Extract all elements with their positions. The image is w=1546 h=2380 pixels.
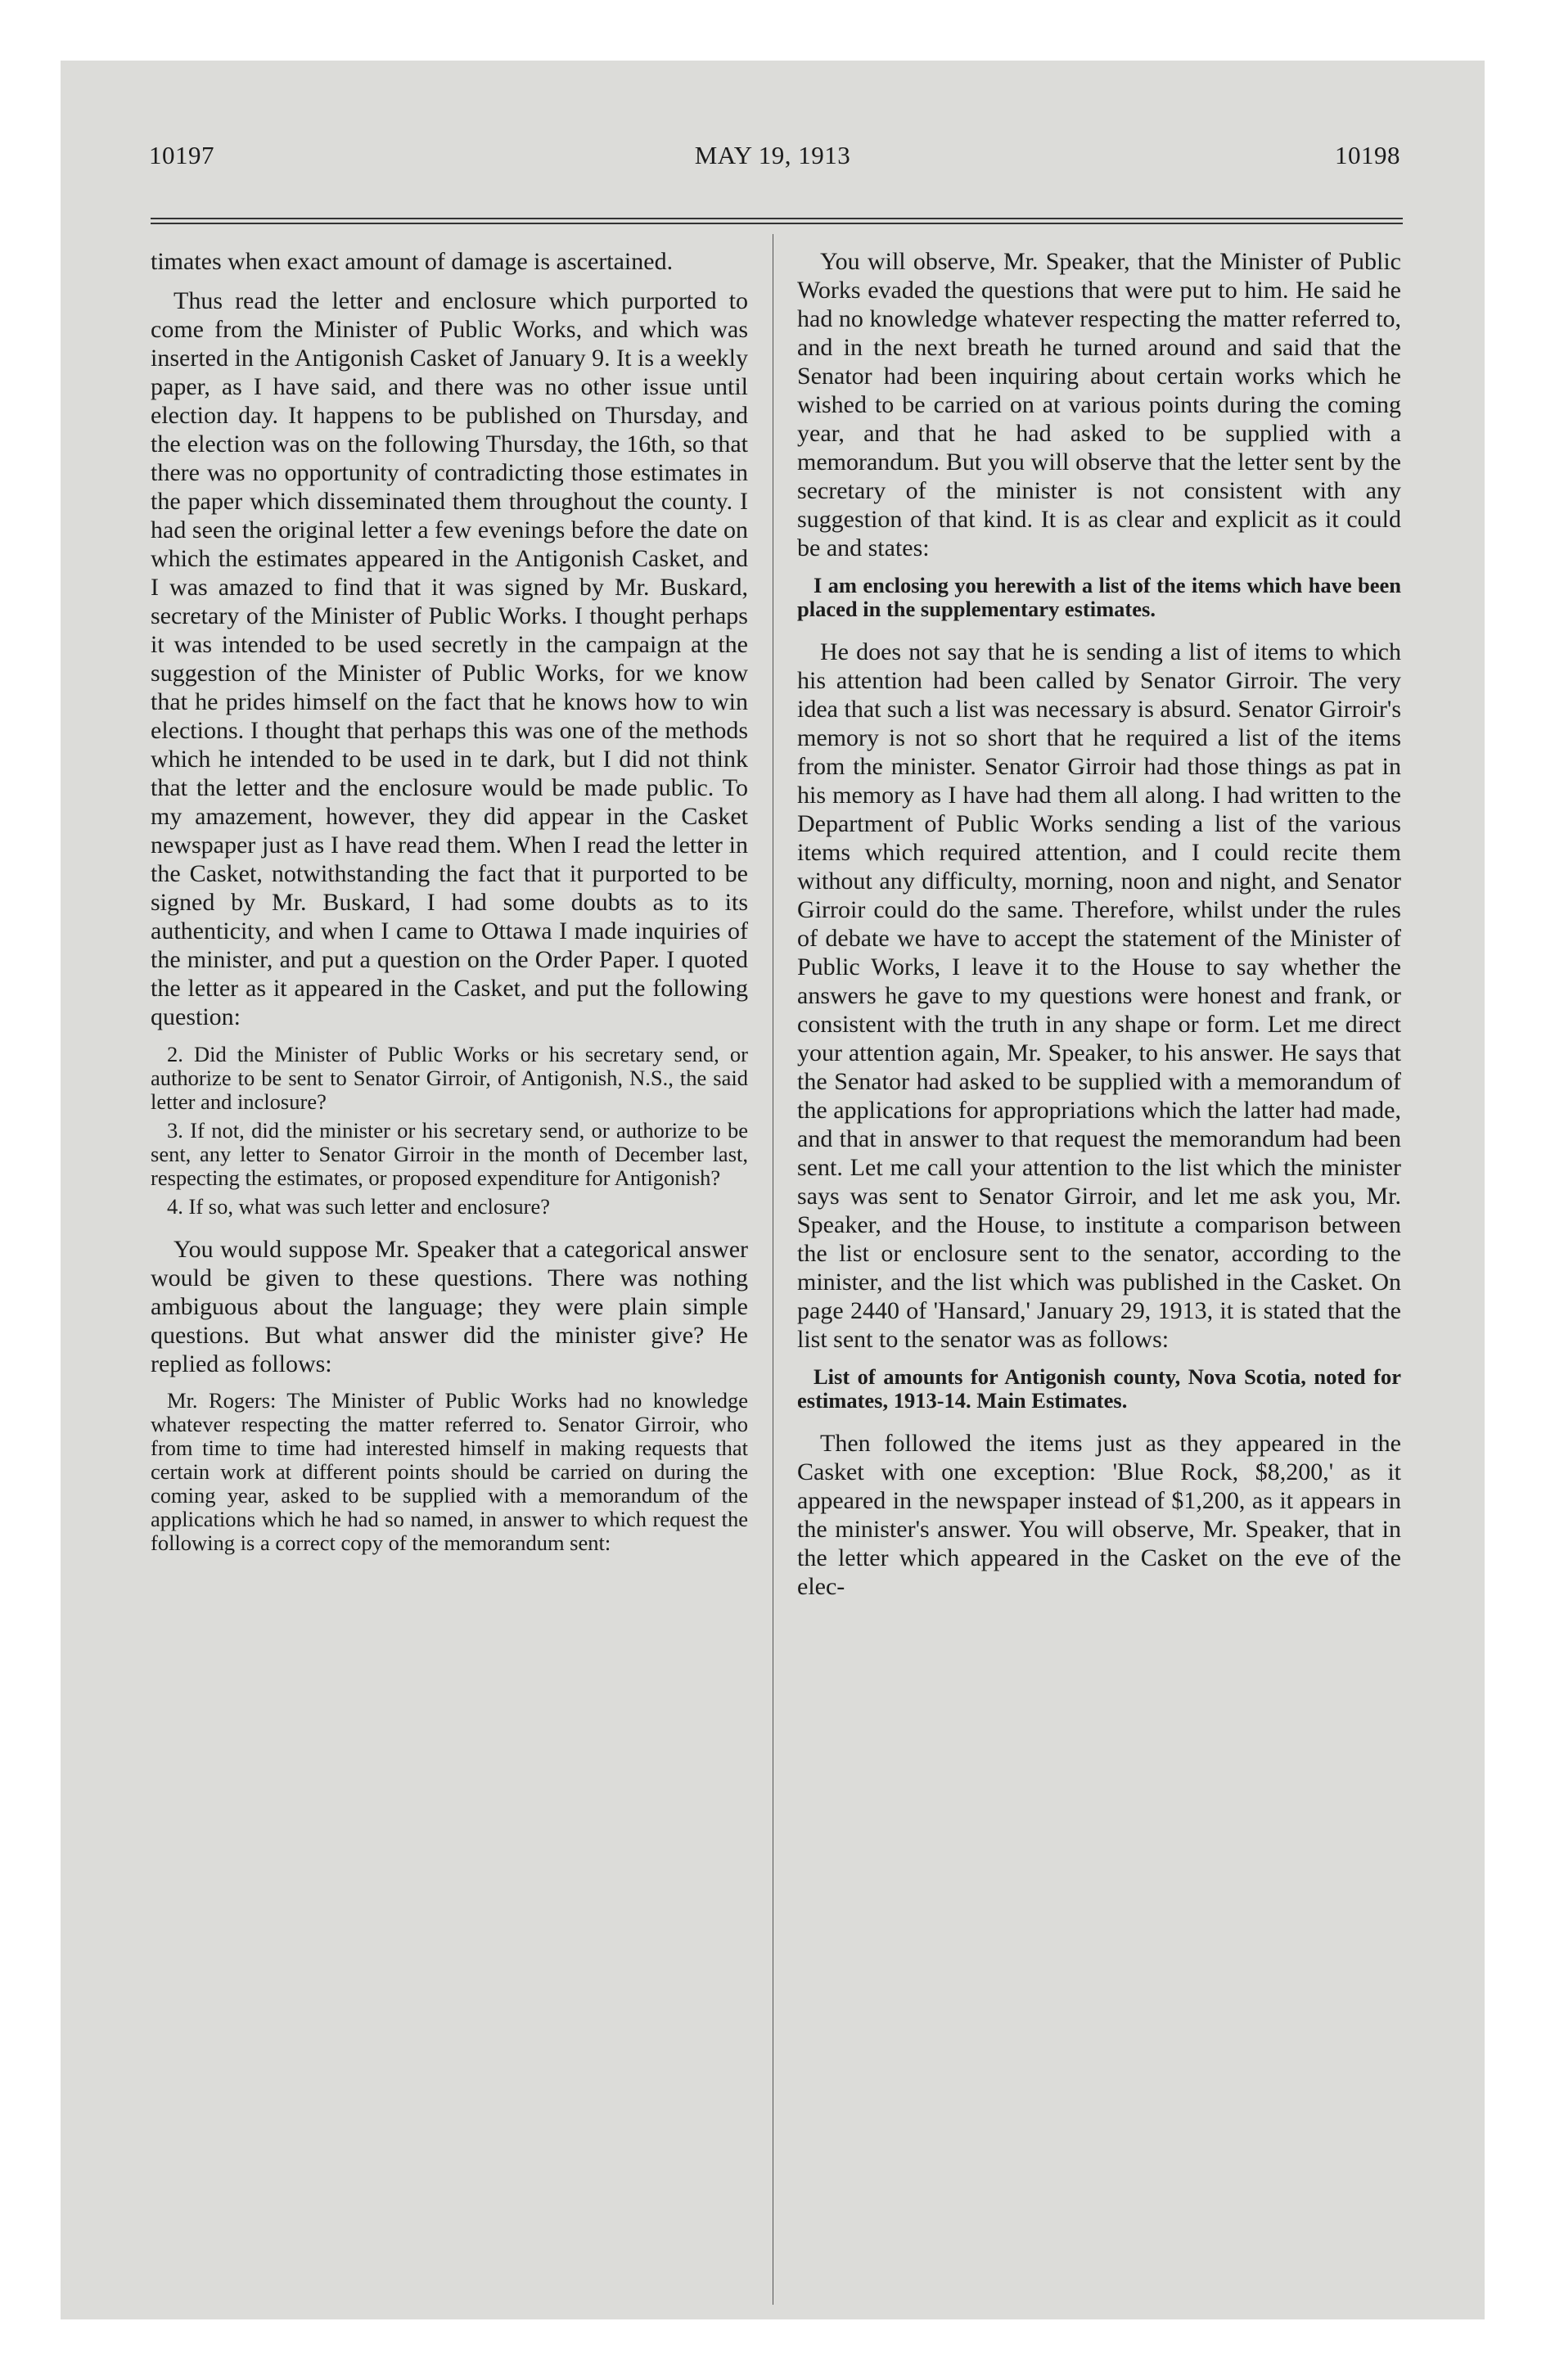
quoted-question: 3. If not, did the minister or his secretary send, or authorize to be sent, any letter to Senator Girroir in the month of December last, respecting the estimates, or proposed expenditure for Antigonish? <box>151 1118 748 1190</box>
quoted-list-title: List of amounts for Antigonish county, Nova Scotia, noted for estimates, 1913-14. Main Estimates. <box>797 1364 1401 1413</box>
page-number-right: 10198 <box>1335 141 1400 169</box>
paragraph: timates when exact amount of damage is ascertained. <box>151 248 674 275</box>
page-number-left: 10197 <box>149 141 214 169</box>
quoted-letter: I am enclosing you herewith a list of the items which have been placed in the supplementary estimates. <box>797 573 1401 621</box>
paragraph: Then followed the items just as they appeared in the Casket with one exception: 'Blue Rock, $8,200,' as it appeared in the newspaper instead of $1,200, as it appears in the minister's answer. You will observe, Mr. Speaker, that in the letter which appeared in the Casket on the eve of the elec- <box>797 1430 1401 1600</box>
page-sheet <box>61 61 1485 2319</box>
quoted-answer: Mr. Rogers: The Minister of Public Works had no knowledge whatever respecting the matter referred to. Senator Girroir, who from time to time had interested himself in making requests that certain work at different points should be carried on during the coming year, asked to be supplied with a memorandum of the applications which he had so named, in answer to which request the following is a correct copy of the memorandum sent: <box>151 1388 748 1555</box>
paragraph: Thus read the letter and enclosure which purported to come from the Minister of Public Works, and which was inserted in the Antigonish Casket of January 9. It is a weekly paper, as I have said, and there was no other issue until election day. It happens to be published on Thursday, and the election was on the following Thursday, the 16th, so that there was no opportunity of contradicting those estimates in the paper which disseminated them throughout the county. I had seen the original letter a few evenings before the date on which the estimates appeared in the Antigonish Casket, and I was amazed to find that it was signed by Mr. Buskard, secretary of the Minister of Public Works. I thought perhaps it was intended to be used secretly in the campaign at the suggestion of the Minister of Public Works, for we know that he prides himself on the fact that he knows how to win elections. I thought that perhaps this was one of the methods which he intended to be used in te dark, but I did not think that the letter and the enclosure would be made public. To my amazement, however, they did appear in the Casket newspaper just as I have read them. When I read the letter in the Casket, notwithstanding the fact that it purported to be signed by Mr. Buskard, I had some doubts as to its authenticity, and when I came to Ottawa I made inquiries of the minister, and put a question on the Order Paper. I quoted the letter as it appeared in the Casket, and put the following question: <box>151 287 748 1030</box>
right-column <box>797 247 1401 1611</box>
paragraph: You would suppose Mr. Speaker that a categorical answer would be given to these questions. There was nothing ambiguous about the language; they were plain simple questions. But what answer did the minister give? He replied as follows: <box>151 1236 748 1377</box>
page-date: MAY 19, 1913 <box>694 141 851 169</box>
quoted-question: 2. Did the Minister of Public Works or his secretary send, or authorize to be sent to Senator Girroir, of Antigonish, N.S., the said letter and inclosure? <box>151 1042 748 1114</box>
header-rule-top <box>151 218 1403 219</box>
left-column <box>151 247 748 1560</box>
paragraph: He does not say that he is sending a list of items to which his attention had been called by Senator Girroir. The very idea that such a list was necessary is absurd. Senator Girroir's memory is not so short that he required a list of the items from the minister. Senator Girroir had those things as pat in his memory as I have had them all along. I had written to the Department of Public Works sending a list of the various items which required attention, and I could recite them without any difficulty, morning, noon and night, and Senator Girroir could do the same. Therefore, whilst under the rules of debate we have to accept the statement of the Minister of Public Works, I leave it to the House to say whether the answers he gave to my questions were honest and frank, or consistent with the truth in any shape or form. Let me direct your attention again, Mr. Speaker, to his answer. He says that the Senator had asked to be supplied with a memorandum of the applications for appropriations which the latter had made, and that in answer to that request the memorandum had been sent. Let me call your attention to the list which the minister says was sent to Senator Girroir, and let me ask you, Mr. Speaker, and the House, to institute a comparison between the list or enclosure sent to the senator, according to the minister, and the list which was published in the Casket. On page 2440 of 'Hansard,' January 29, 1913, it is stated that the list sent to the senator was as follows: <box>797 638 1401 1353</box>
quoted-question: 4. If so, what was such letter and enclosure? <box>167 1194 551 1219</box>
paragraph: You will observe, Mr. Speaker, that the Minister of Public Works evaded the questions that were put to him. He said he had no knowledge whatever respecting the matter referred to, and in the next breath he turned around and said that the Senator had been inquiring about certain works which he wished to be carried on at various points during the coming year, and that he had asked to be supplied with a memorandum. But you will observe that the letter sent by the secretary of the minister is not consistent with any suggestion of that kind. It is as clear and explicit as it could be and states: <box>797 248 1401 561</box>
header-rule-bottom <box>151 223 1403 224</box>
